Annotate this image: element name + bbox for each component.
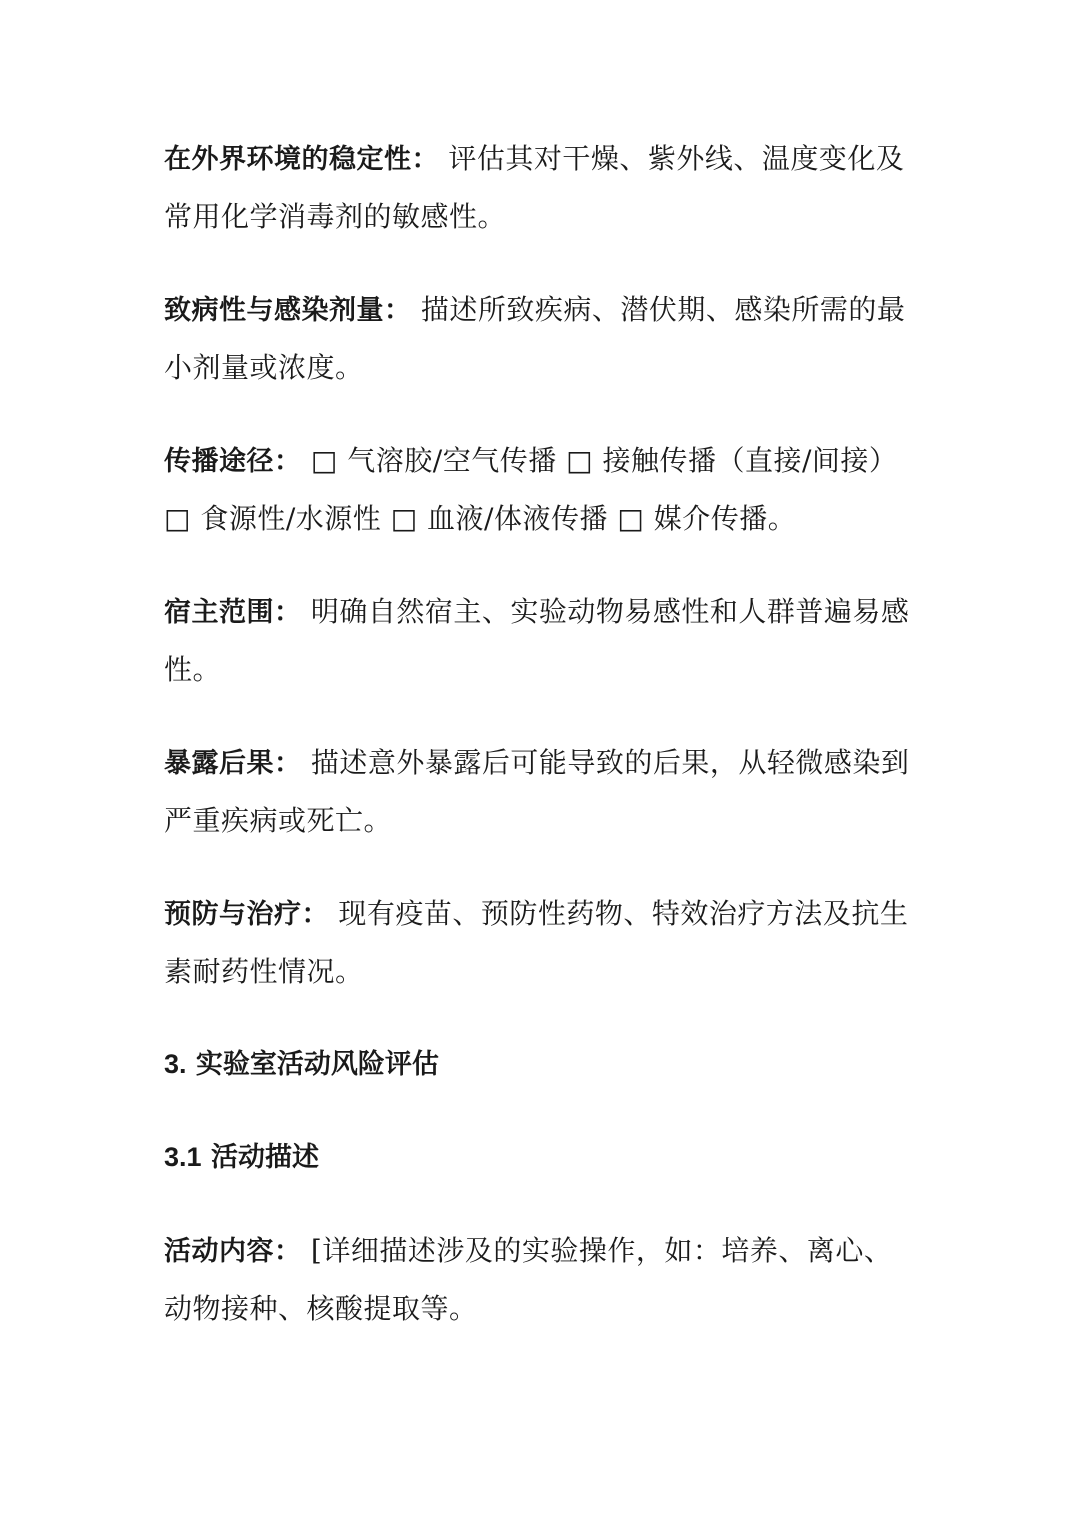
paragraph-prevention-treatment xyxy=(164,885,914,1000)
section-title: 实验室活动风险评估 xyxy=(186,1049,439,1080)
label-environmental-stability: 在外界环境的稳定性： xyxy=(164,144,439,175)
paragraph-host-range xyxy=(164,583,914,698)
paragraph-pathogenicity xyxy=(164,281,914,396)
paragraph-environmental-stability xyxy=(164,130,914,245)
label-pathogenicity: 致病性与感染剂量： xyxy=(164,295,412,326)
document-body xyxy=(164,130,914,1373)
text-transmission-route: □ 气溶胶/空气传播 □ 接触传播（直接/间接） □ 食源性/水源性 □ 血液/体液传播 □ 媒介传播。 xyxy=(164,444,898,535)
text-environmental-stability: 评估其对干燥、紫外线、温度变化及常用化学消毒剂的敏感性。 xyxy=(164,142,905,233)
text-host-range: 明确自然宿主、实验动物易感性和人群普遍易感性。 xyxy=(164,595,910,686)
subsection-number: 3.1 xyxy=(164,1142,202,1172)
label-host-range: 宿主范围： xyxy=(164,597,302,628)
subsection-heading-activity-description xyxy=(164,1129,914,1186)
text-pathogenicity: 描述所致疾病、潜伏期、感染所需的最小剂量或浓度。 xyxy=(164,293,906,384)
paragraph-exposure-consequence xyxy=(164,734,914,849)
paragraph-transmission-route xyxy=(164,432,914,547)
label-prevention-treatment: 预防与治疗： xyxy=(164,899,329,930)
section-heading-lab-activity-risk xyxy=(164,1036,914,1093)
paragraph-activity-content xyxy=(164,1222,914,1337)
text-activity-content: [详细描述涉及的实验操作，如：培养、离心、动物接种、核酸提取等。 xyxy=(164,1234,893,1325)
label-activity-content: 活动内容： xyxy=(164,1236,302,1267)
section-number: 3. xyxy=(164,1049,187,1079)
label-transmission-route: 传播途径： xyxy=(164,446,302,477)
subsection-title: 活动描述 xyxy=(201,1142,319,1173)
label-exposure-consequence: 暴露后果： xyxy=(164,748,302,779)
text-prevention-treatment: 现有疫苗、预防性药物、特效治疗方法及抗生素耐药性情况。 xyxy=(164,897,909,988)
text-exposure-consequence: 描述意外暴露后可能导致的后果，从轻微感染到严重疾病或死亡。 xyxy=(164,746,910,837)
